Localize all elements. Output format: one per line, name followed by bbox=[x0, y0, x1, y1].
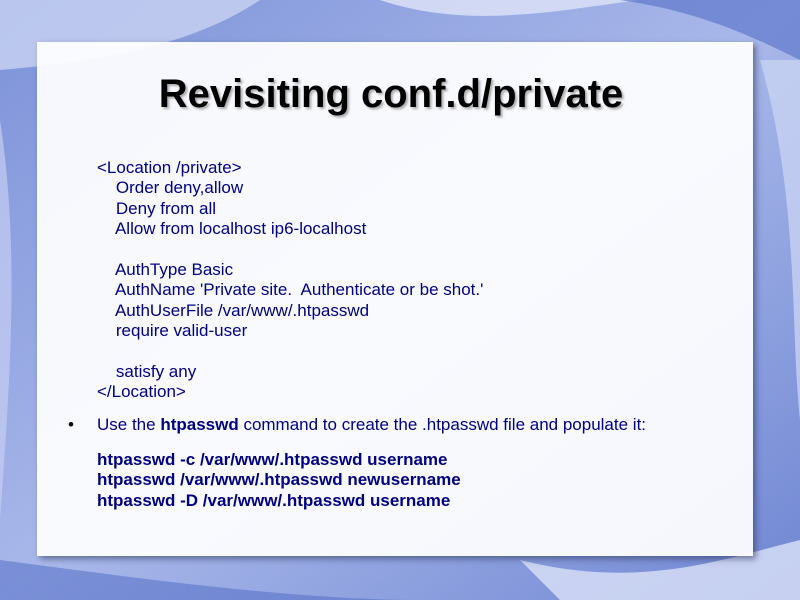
bullet-text-emphasis: htpasswd bbox=[160, 415, 239, 434]
config-line: require valid-user bbox=[97, 321, 248, 341]
bullet-item bbox=[68, 414, 646, 436]
command-examples bbox=[97, 450, 461, 511]
config-line: Allow from localhost ip6-localhost bbox=[97, 219, 367, 239]
config-line: AuthUserFile /var/www/.htpasswd bbox=[97, 300, 370, 320]
config-line: </Location> bbox=[97, 382, 186, 402]
command-line: htpasswd -D /var/www/.htpasswd username bbox=[97, 490, 451, 510]
bullet-icon: • bbox=[68, 415, 74, 434]
bullet-text-suffix: command to create the .htpasswd file and populate it: bbox=[238, 415, 647, 434]
bullet-text-prefix: Use the bbox=[97, 415, 161, 434]
config-line: satisfy any bbox=[97, 361, 197, 381]
config-line: Deny from all bbox=[97, 198, 217, 218]
slide-title: Revisiting conf.d/private bbox=[158, 72, 624, 116]
config-code-block bbox=[97, 158, 483, 403]
command-line: htpasswd -c /var/www/.htpasswd username bbox=[97, 450, 448, 469]
config-line: <Location /private> bbox=[97, 158, 242, 177]
config-line: Order deny,allow bbox=[97, 178, 244, 198]
config-line: AuthType Basic bbox=[97, 259, 234, 279]
config-line: AuthName 'Private site. Authenticate or be shot.' bbox=[97, 280, 484, 300]
command-line: htpasswd /var/www/.htpasswd newusername bbox=[97, 470, 461, 490]
config-line bbox=[97, 240, 483, 260]
config-line bbox=[97, 342, 483, 362]
